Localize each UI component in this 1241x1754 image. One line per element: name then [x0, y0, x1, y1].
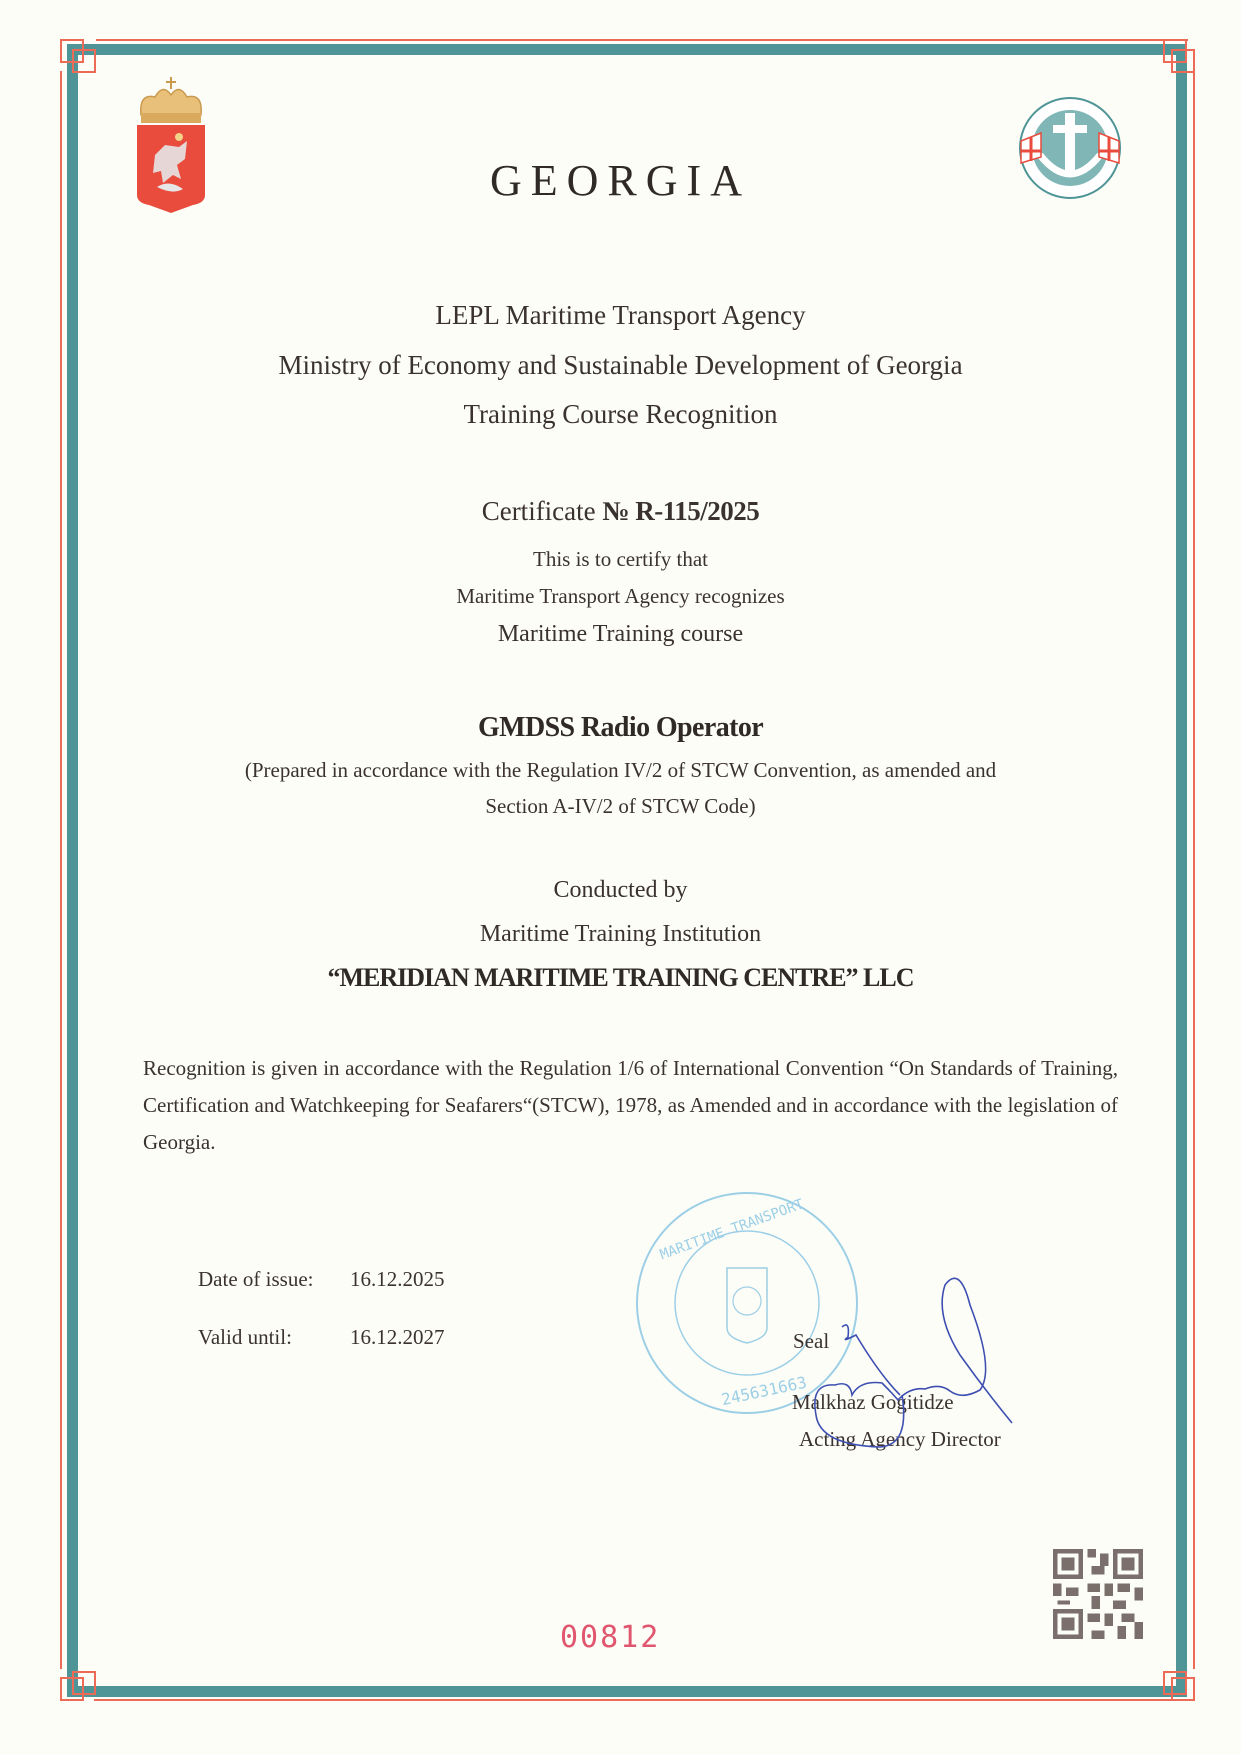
border-top — [68, 44, 1186, 55]
border-left — [67, 44, 78, 1697]
valid-until-label: Valid until: — [198, 1325, 292, 1349]
corner-ornament — [1163, 1671, 1187, 1695]
issue-date-label: Date of issue: — [198, 1267, 314, 1291]
valid-until-value: 16.12.2027 — [350, 1325, 445, 1349]
issuer-agency: LEPL Maritime Transport Agency — [435, 300, 806, 330]
corner-ornament — [72, 1671, 96, 1695]
certify-line: This is to certify that — [533, 547, 708, 571]
course-basis-line2: Section A-IV/2 of STCW Code) — [485, 794, 756, 818]
signatory-title: Acting Agency Director — [799, 1427, 1001, 1451]
border-bottom — [68, 1686, 1186, 1697]
recognizes-line: Maritime Transport Agency recognizes — [456, 584, 785, 608]
document-type: Training Course Recognition — [463, 399, 778, 429]
issue-date-value: 16.12.2025 — [350, 1267, 445, 1291]
svg-text:245631663: 245631663 — [719, 1372, 809, 1410]
signatory-name: Malkhaz Gogitidze — [792, 1390, 954, 1414]
signature-icon — [790, 1265, 1040, 1455]
qr-code-icon[interactable] — [1053, 1549, 1143, 1639]
certificate-label: Certificate — [481, 496, 596, 526]
svg-text:MARITIME TRANSPORT: MARITIME TRANSPORT — [657, 1196, 806, 1264]
border-red-top — [96, 39, 1188, 41]
recognition-paragraph: Recognition is given in accordance with the Regulation 1/6 of International Convention “On Standards of Training, Certification and Watchkeeping for Seafarers“(STCW), 1978, as Amended and in accordance with the legislation of Georgia. — [143, 1056, 1118, 1154]
serial-number: 00812 — [560, 1620, 661, 1655]
institution-name: “MERIDIAN MARITIME TRAINING CENTRE” LLC — [327, 963, 914, 992]
border-red-bottom — [94, 1699, 1186, 1701]
border-right — [1176, 44, 1187, 1697]
corner-ornament — [1171, 49, 1195, 73]
certificate-number: № R-115/2025 — [602, 496, 760, 526]
course-name: GMDSS Radio Operator — [477, 712, 764, 743]
corner-ornament — [72, 49, 96, 73]
course-basis-line1: (Prepared in accordance with the Regulation IV/2 of STCW Convention, as amended and — [244, 758, 997, 782]
issuer-ministry: Ministry of Economy and Sustainable Development of Georgia — [278, 350, 963, 380]
conducted-by: Conducted by — [553, 877, 688, 903]
certificate-number-line — [0, 496, 1241, 527]
seal-label: Seal — [793, 1329, 830, 1353]
institution-type: Maritime Training Institution — [479, 921, 762, 947]
country-title: GEORGIA — [490, 156, 751, 205]
course-type: Maritime Training course — [497, 621, 744, 647]
